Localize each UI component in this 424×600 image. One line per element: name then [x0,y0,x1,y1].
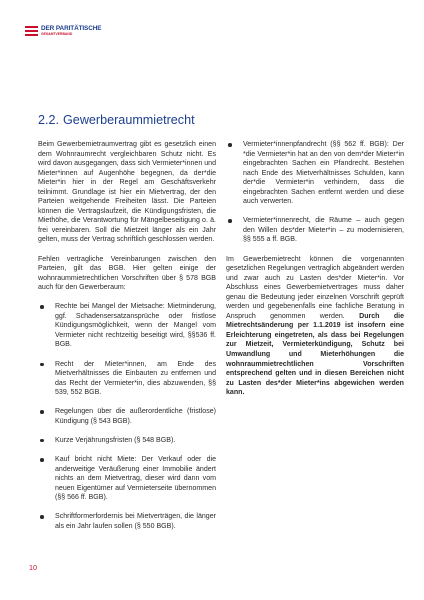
section-number: 2.2. [38,113,60,127]
list-item [226,216,404,245]
bullet-icon [40,458,44,462]
bullet-icon [40,305,44,309]
list-item-text: Vermieter*innenrecht, die Räume – auch gegen den Willen des*der Mieter*in – zu modernisieren, §§ 555 a ff. BGB. [243,217,404,244]
logo-text [41,26,101,37]
list-item [38,360,216,398]
closing-text: Im Gewerbemietrecht können die vorgenannten gesetzlichen Regelungen vertraglich abgeändert werden und zwar auch zu Lasten des*der Mieter*in. Vor Abschluss eines Gewerbemietvertrages muss daher genau die Bedeutung jeder einzelnen Vorschrift geprüft werden und gegebenenfalls eine fachliche Beratung in Anspruch genommen werden. [226,255,404,320]
list-item-text: Vermieter*innenpfandrecht (§§ 562 ff. BGB): Der *die Vermieter*in hat an den von dem*der Mieter*in eingebrachten Sachen ein Pfandrecht. Bestehen nach Ende des Mietverhältnisses Schulden, kann der*die Vermieter*in verhindern, dass die eingebrachten Sachen entfernt werden und diese auch verwerten. [243,141,404,206]
list-item-text: Kurze Verjährungsfristen (§ 548 BGB). [55,436,176,444]
list-item-text: Schriftformerfordernis bei Mietverträgen, die länger als ein Jahr laufen sollen (§ 550 BGB). [55,513,216,530]
list-item-text: Regelungen über die außerordentliche (fristlose) Kündigung (§ 543 BGB). [55,408,216,425]
list-item [38,455,216,503]
logo-mark-icon [25,26,38,36]
left-column [38,140,216,541]
section-heading [38,113,195,127]
closing-paragraph [226,255,404,398]
bullet-icon [40,515,44,519]
logo-subtitle: GESAMTVERBAND [41,32,73,37]
intro-paragraph: Beim Gewerbemietraumvertrag gibt es gesetzlich einen dem Wohnraumrecht vergleichbaren Schutz nicht. Es wird davon ausgegangen, dass sich Vermieter*innen und Mieter*innen auf Augenhöhe begegnen, da der*die Mieter*in hier in der Regel am Geschäftsverkehr teilnimmt. Grundlage ist hier ein Mietvertrag, der den Parteien weitgehende Freiheiten lässt. Die Parteien können die Vertragslaufzeit, die Kündigungsfristen, die Miethöhe, die Verantwortung für Mängelbeseitigung o. ä. frei vereinbaren. Soll die Mietzeit länger als ein Jahr gelten, muss der Vertrag schriftlich geschlossen werden. [38,141,216,244]
bullet-icon [40,363,44,367]
list-item [38,436,216,446]
right-column [226,140,404,398]
list-item [38,302,216,350]
rights-list-continued [226,140,404,245]
list-item [226,140,404,207]
list-item [38,512,216,531]
list-item [38,407,216,426]
page-number: 10 [29,563,37,572]
paritaetische-logo [25,26,101,37]
list-item-text: Rechte bei Mangel der Mietsache: Mietminderung, ggf. Schadensersatzansprüche oder fristlose Kündigungsmöglichkeit, wenn der Mangel vom Vermieter nicht rechtzeitig beseitigt wird, §§536 ff. BGB. [55,303,216,349]
closing-text-bold: Durch die Mietrechtsänderung per 1.1.2019 ist insofern eine Erleichterung eingetreten, als dass bei Regelungen zur Mietzeit, Vermieterkündigung, Schutz bei Umwandlung und Mieterhöhungen die wohnraummietrechtlichen Vorschriften entsprechend gelten und in diesen Bereichen nicht zu Lasten des*der Mieter*ins abgewichen werden kann. [226,312,405,397]
bullet-icon [228,219,232,223]
logo-title: DER PARITÄTISCHE [41,25,102,32]
bullet-icon [40,410,44,414]
rights-list [38,302,216,531]
section-title: Gewerberaummietrecht [63,113,195,127]
list-item-text: Kauf bricht nicht Miete: Der Verkauf oder die anderweitige Veräußerung einer Immobilie ändert nichts an dem Mietvertrag, dieser wird dann vom neuen Eigentümer auf Vermieterseite übernommen (§§ 566 ff. BGB). [55,456,216,502]
bullet-icon [228,143,232,147]
list-item-text: Recht der Mieter*innen, am Ende des Mietverhältnisses die Einbauten zu entfernen und das Recht der Vermieter*in, dies abzuwenden, §§ 539, 552 BGB. [55,360,216,397]
bullet-icon [40,439,44,443]
intro-paragraph-2: Fehlen vertragliche Vereinbarungen zwischen den Parteien, gilt das BGB. Hier gelten einige der wohnraummietrechtlichen Vorschriften über § 578 BGB auch für den Gewerberaum: [38,255,216,292]
